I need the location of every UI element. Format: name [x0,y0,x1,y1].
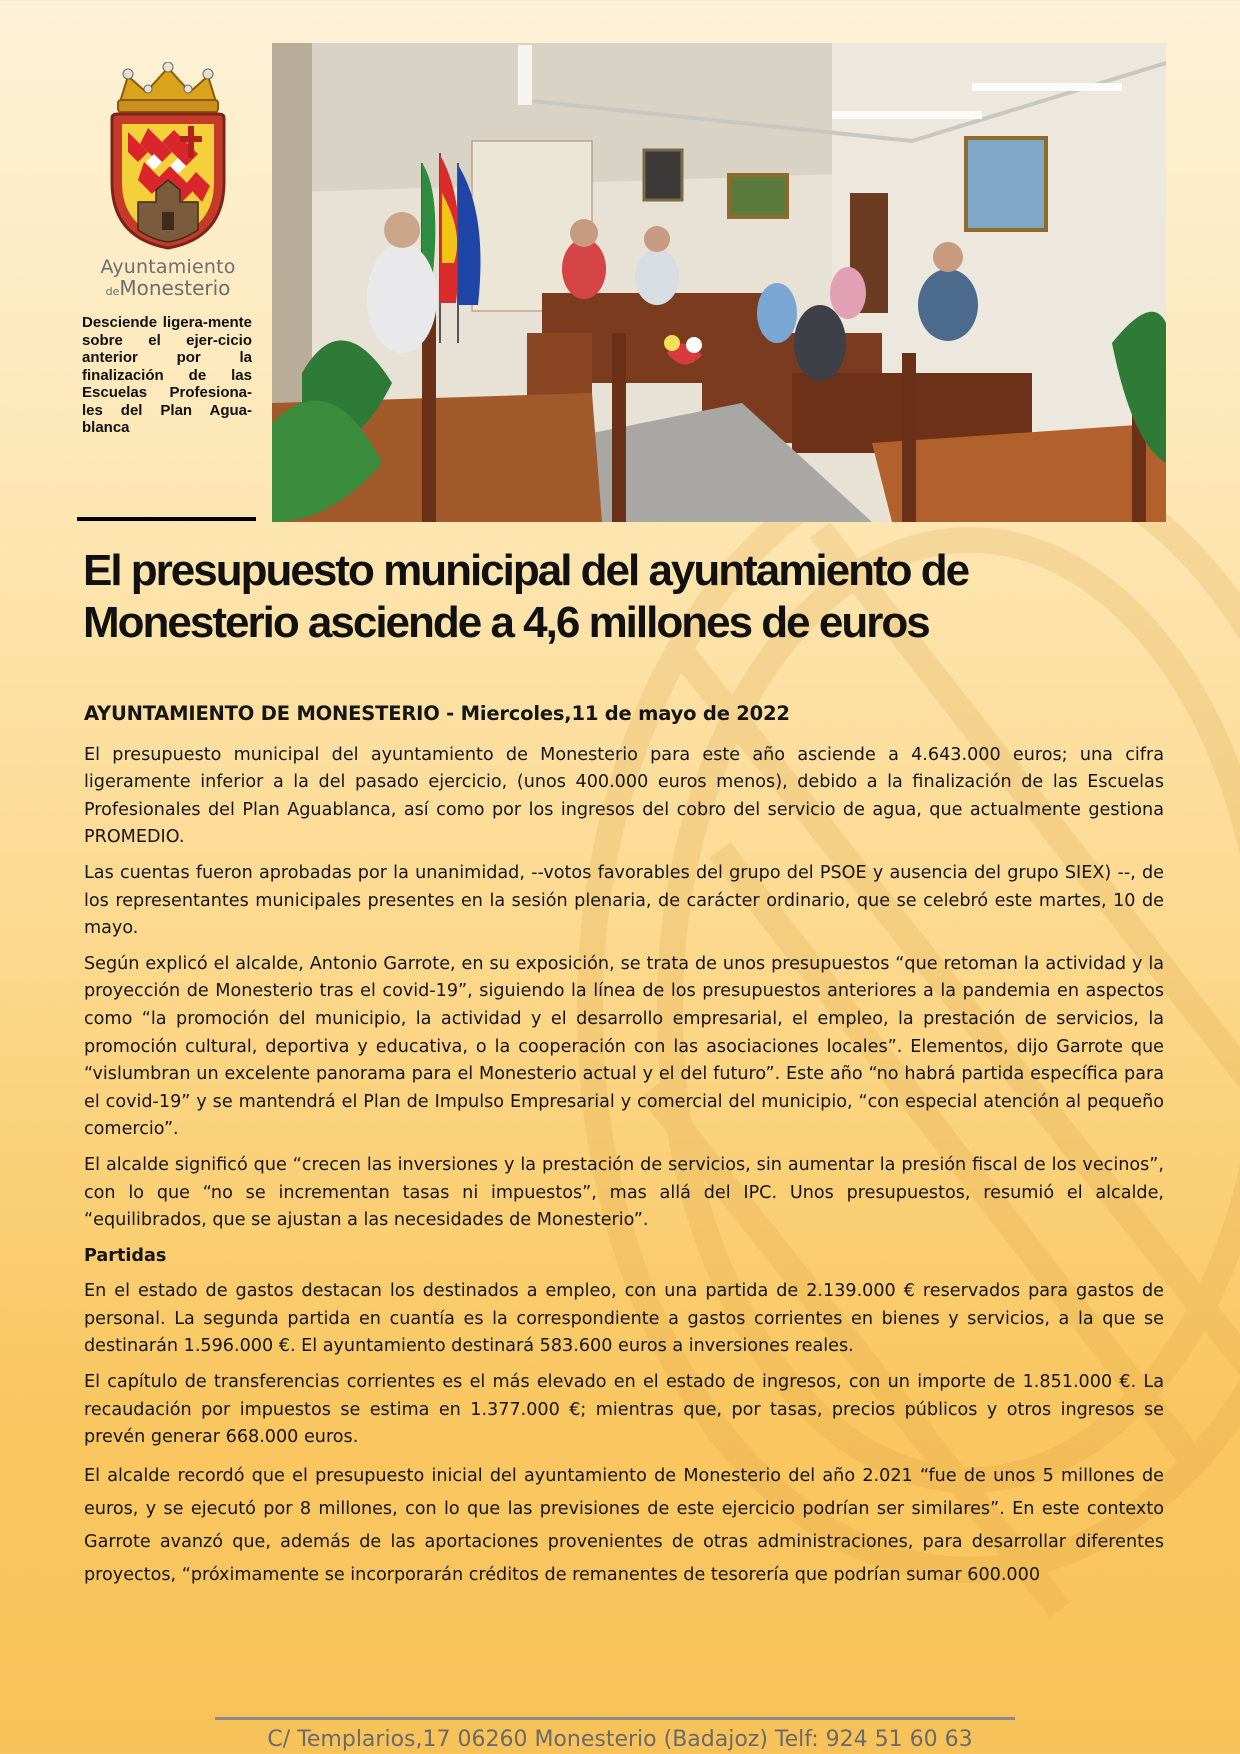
section-subhead: Partidas [84,1245,167,1266]
brand-prefix: de [105,284,120,298]
article-paragraph: El presupuesto municipal del ayuntamiento de Monesterio para este año asciende a 4.643.000 euros; una cifra ligeramente inferior a la del pasado ejercicio, (unos 400.000 euros menos), debido a la finalización de las Escuelas Profesionales del Plan Aguablanca, así como por los ingresos del cobro del servicio de agua, que actualmente gestiona PROMEDIO. [84,744,1164,848]
article-paragraph: El alcalde recordó que el presupuesto inicial del ayuntamiento de Monesterio del año 2.021 “fue de unos 5 millones de euros, y se ejecutó por 8 millones, con lo que las previsiones de este ejercicio podrían ser similares”. En este contexto Garrote avanzó que, además de las aportaciones provenientes de otras administraciones, para desarrollar diferentes proyectos, “próximamente se incorporarán créditos de remanentes de tesorería que podrían sumar 600.000 [84,1465,1164,1585]
article-paragraph: El alcalde significó que “crecen las inversiones y la prestación de servicios, sin aumentar la presión fiscal de los vecinos”, con lo que “no se incrementan tasas ni impuestos”, mas allá del IPC. Unos presupuestos, resumió el alcalde, “equilibrados, que se ajustan a las necesidades de Monesterio”. [84,1154,1164,1231]
coat-of-arms-logo [98,62,238,252]
article-body [84,700,1164,1600]
brand-line-monesterio [80,275,256,300]
footer-divider [215,1717,1015,1720]
photo-caption: Desciende ligera-mente sobre el ejer-cicio anterior por la finalización de las Escuelas Profesiona-les del Plan Agua-blanca [82,314,252,436]
article-paragraph: El capítulo de transferencias corrientes es el más elevado en el estado de ingresos, con un importe de 1.851.000 €. La recaudación por impuestos se estima en 1.377.000 €; mientras que, por tasas, precios públicos y otros ingresos se prevén generar 668.000 euros. [84,1372,1164,1448]
article-paragraph: Las cuentas fueron aprobadas por la unanimidad, --votos favorables del grupo del PSOE y ausencia del grupo SIEX) --, de los representantes municipales presentes en la sesión plenaria, de carácter ordinario, que se celebró este martes, 10 de mayo. [84,862,1164,939]
caption-divider [77,517,256,521]
article-headline: El presupuesto municipal del ayuntamiento de Monesterio asciende a 4,6 millones de euros [83,546,969,647]
article-paragraph: En el estado de gastos destacan los destinados a empleo, con una partida de 2.139.000 € reservados para gastos de personal. La segunda partida en cuantía es la correspondiente a gastos corrientes en bienes y servicios, a la que se destinarán 1.596.000 €. El ayuntamiento destinará 583.600 euros a inversiones reales. [84,1281,1164,1357]
brand-line-ayuntamiento: Ayuntamiento [100,256,236,278]
brand-name: Monesterio [119,275,231,300]
article-paragraph: Según explicó el alcalde, Antonio Garrote, en su exposición, se trata de unos presupuestos “que retoman la actividad y la proyección de Monesterio tras el covid-19”, siguiendo la línea de los presupuestos anteriores a la pandemia en aspectos como “la promoción del municipio, la actividad y el desarrollo empresarial, el empleo, la prestación de servicios, la promoción cultural, deportiva y educativa, o la cooperación con las asociaciones locales”. Elementos, dijo Garrote que “vislumbran un excelente panorama para el Monesterio actual y el del futuro”. Este año “no habrá partida específica para el covid-19” y se mantendrá el Plan de Impulso Empresarial y comercial del municipio, “con especial atención al pequeño comercio”. [84,953,1164,1140]
council-session-photo [272,43,1166,522]
municipality-brand [80,258,256,299]
article-dateline: AYUNTAMIENTO DE MONESTERIO - Miercoles,11 de mayo de 2022 [84,702,790,725]
footer-address: C/ Templarios,17 06260 Monesterio (Badajoz) Telf: 924 51 60 63 [267,1727,973,1752]
